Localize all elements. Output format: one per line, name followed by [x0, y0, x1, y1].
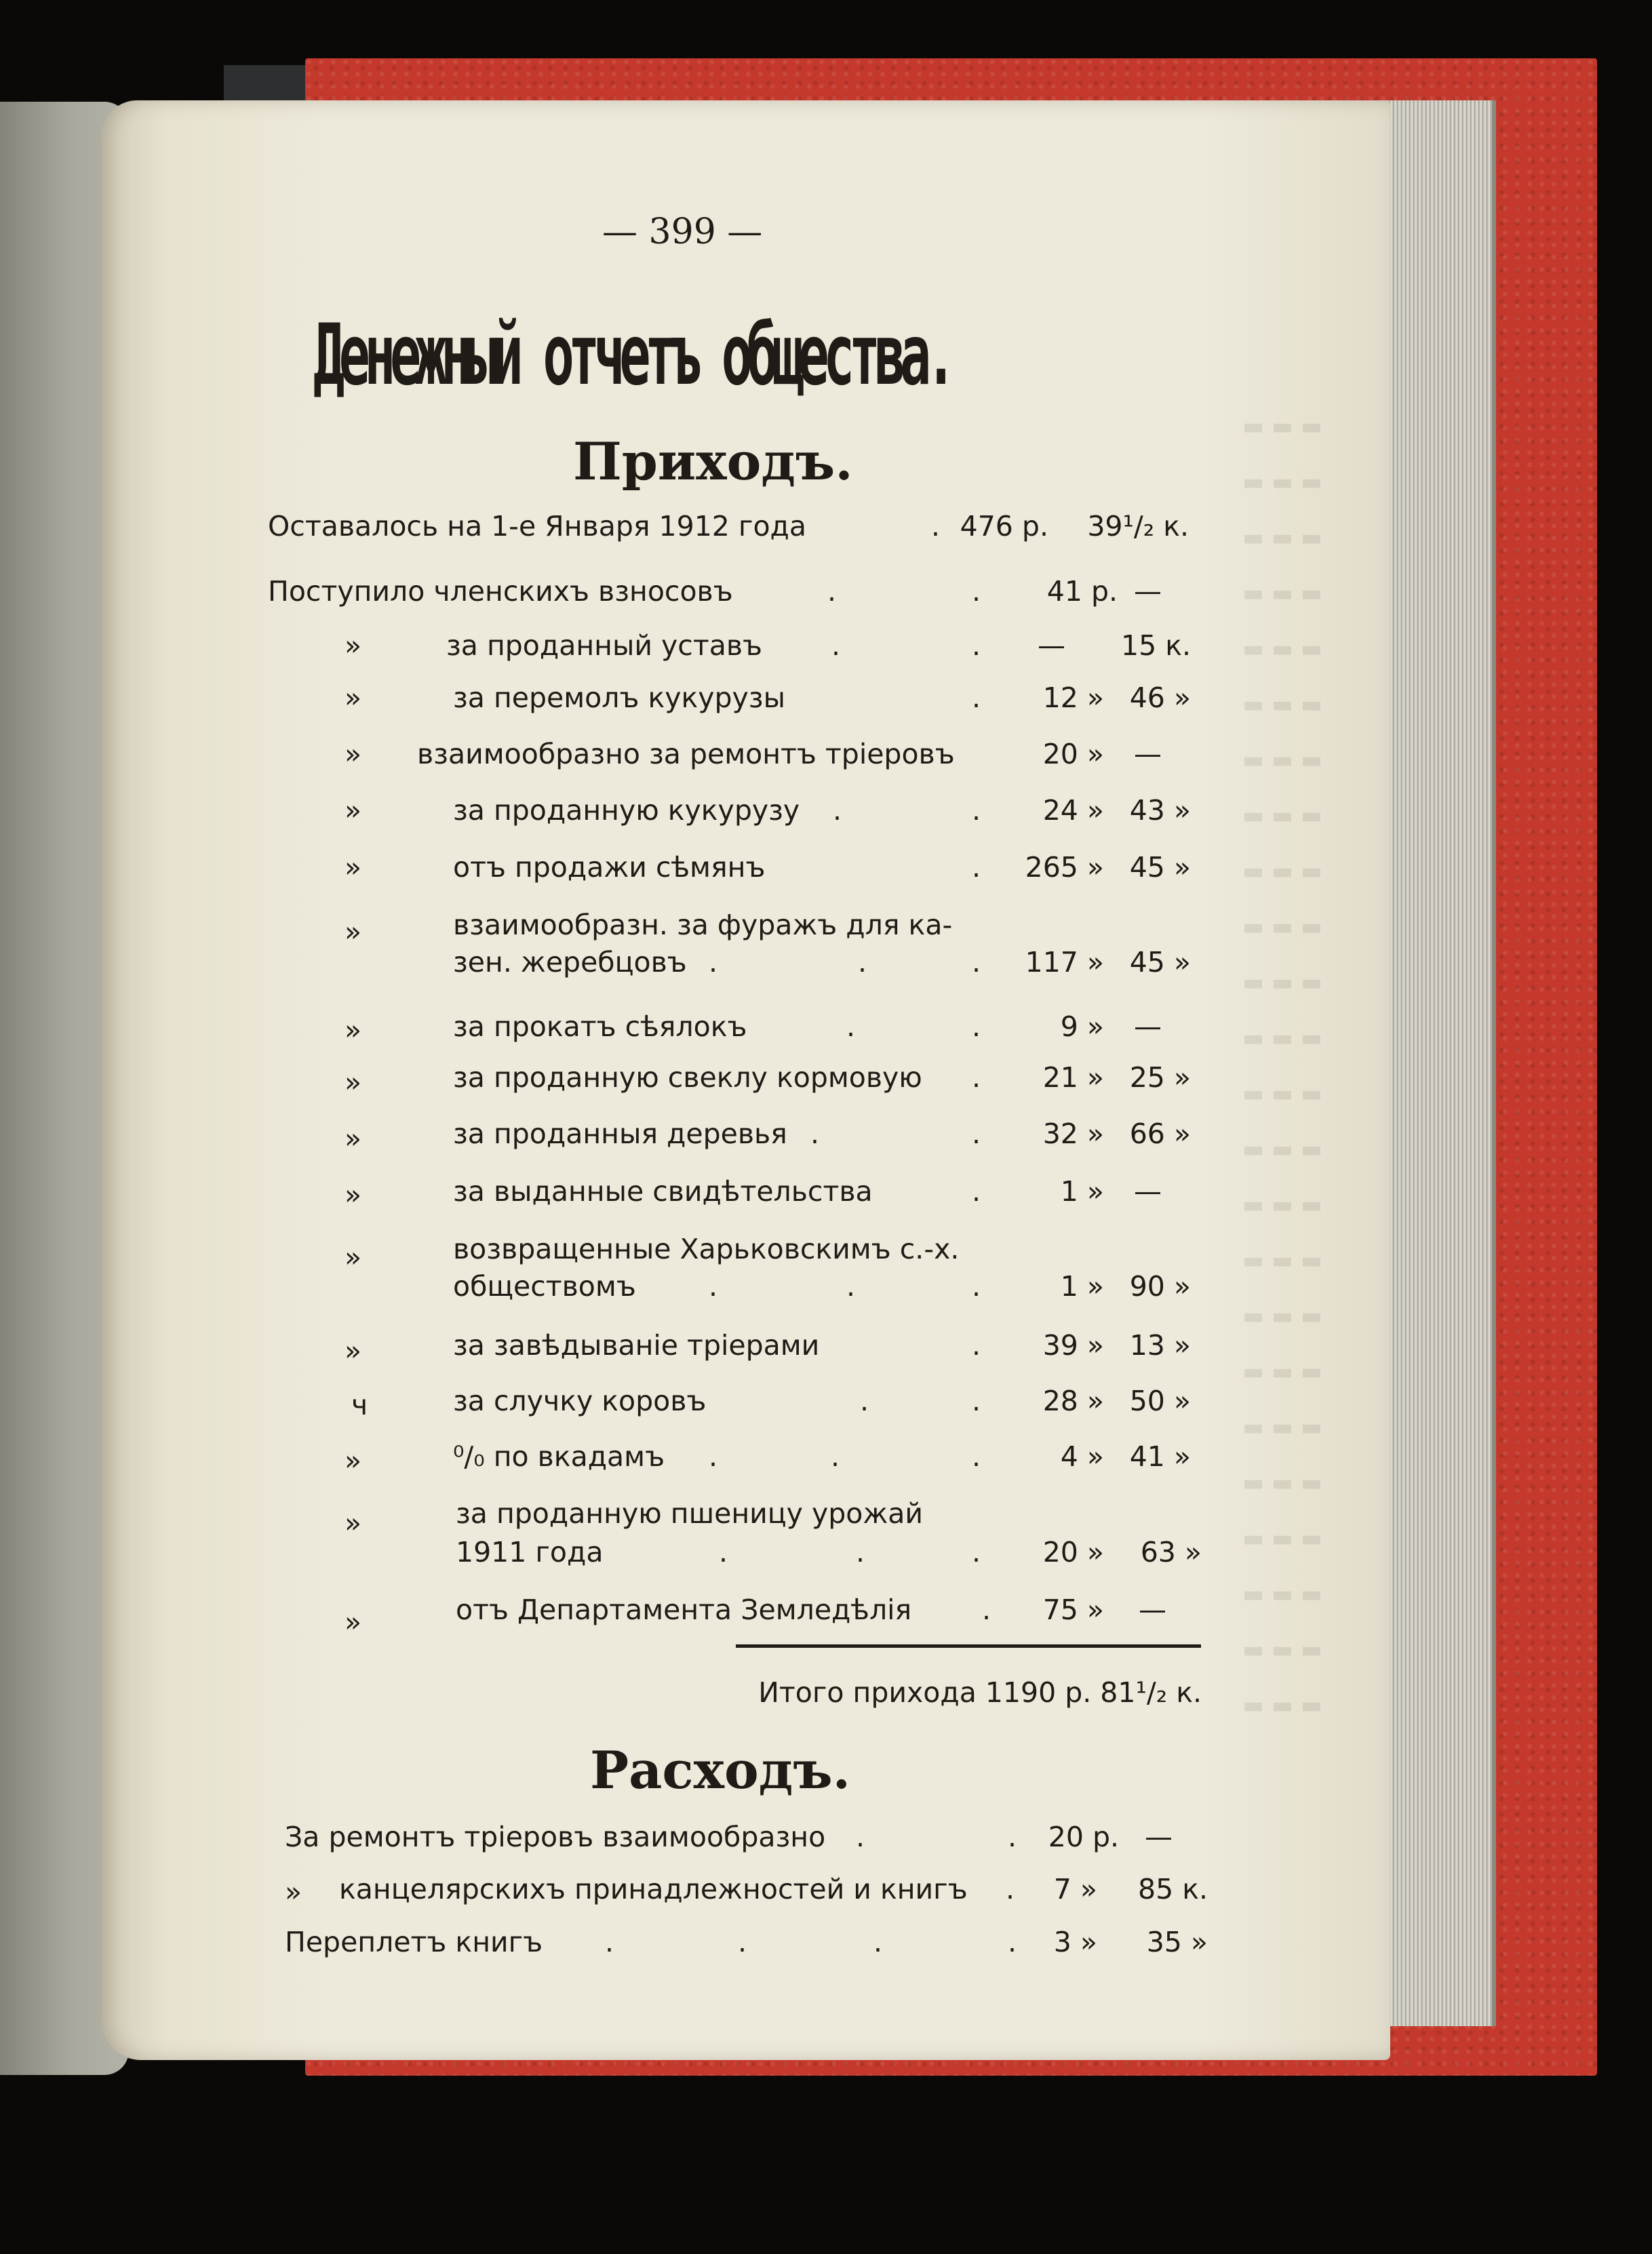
income-mark: »: [345, 1334, 362, 1367]
income-label: за перемолъ кукурузы: [453, 681, 785, 714]
income-rubles: 9 »: [1060, 1010, 1104, 1043]
leader-dot: .: [831, 1440, 840, 1473]
income-total: Итого прихода 1190 р. 81¹/₂ к.: [758, 1676, 1202, 1709]
income-rubles: 32 »: [1042, 1118, 1104, 1150]
income-rubles: 265 »: [1025, 851, 1104, 884]
income-mark: »: [345, 1014, 362, 1046]
leader-dot: .: [972, 1385, 981, 1417]
expense-label: За ремонтъ тріеровъ взаимообразно: [285, 1821, 826, 1853]
expense-kopecks: 85 к.: [1137, 1873, 1208, 1905]
expense-heading: Расходъ.: [590, 1740, 851, 1800]
leader-dot: .: [972, 1118, 981, 1150]
income-label: за проданную кукурузу: [453, 794, 800, 827]
income-label-continued: зен. жеребцовъ: [453, 946, 687, 978]
leader-dot: .: [972, 575, 981, 608]
income-rubles: 41 р.: [1046, 575, 1118, 608]
income-label: за выданные свидѣтельства: [453, 1175, 873, 1208]
leader-dot: .: [858, 946, 867, 978]
income-kopecks: 41 »: [1129, 1440, 1191, 1473]
income-rubles: 4 »: [1060, 1440, 1104, 1473]
income-rubles: —: [1038, 629, 1065, 662]
income-label-continued: 1911 года: [456, 1536, 604, 1568]
income-mark: »: [345, 1066, 362, 1099]
income-kopecks: —: [1139, 1594, 1166, 1626]
income-mark: »: [345, 851, 362, 884]
income-mark: »: [345, 1444, 362, 1477]
income-label: за проданную пшеницу урожай: [456, 1497, 924, 1530]
leader-dot: .: [846, 1010, 856, 1043]
leader-dot: .: [972, 946, 981, 978]
income-rubles: 1 »: [1060, 1175, 1104, 1208]
income-label: отъ Департамента Земледѣлія: [456, 1594, 912, 1626]
income-kopecks: 63 »: [1140, 1536, 1202, 1568]
income-kopecks: 43 »: [1129, 794, 1191, 827]
leader-dot: .: [972, 851, 981, 884]
income-label: за прокатъ сѣялокъ: [453, 1010, 747, 1043]
expense-kopecks: 35 »: [1146, 1926, 1208, 1958]
income-mark: »: [345, 1507, 362, 1539]
leader-dot: .: [972, 681, 981, 714]
income-mark: »: [345, 1122, 362, 1155]
income-kopecks: —: [1134, 738, 1162, 770]
income-mark: »: [345, 1241, 362, 1273]
leader-dot: .: [827, 575, 837, 608]
leader-dot: .: [1008, 1926, 1017, 1958]
leader-dot: .: [605, 1926, 614, 1958]
income-rubles: 28 »: [1042, 1385, 1104, 1417]
income-kopecks: 39¹/₂ к.: [1087, 510, 1189, 542]
income-kopecks: 13 »: [1129, 1329, 1191, 1362]
leader-dot: .: [709, 1270, 718, 1303]
expense-kopecks: —: [1145, 1821, 1173, 1853]
income-rubles: 24 »: [1042, 794, 1104, 827]
income-kopecks: 45 »: [1129, 946, 1191, 978]
leader-dot: .: [810, 1118, 820, 1150]
income-mark: »: [345, 915, 362, 948]
income-mark: »: [345, 738, 362, 770]
income-label-continued: обществомъ: [453, 1270, 636, 1303]
leader-dot: .: [719, 1536, 728, 1568]
income-mark: »: [345, 1179, 362, 1211]
leader-dot: .: [831, 629, 841, 662]
expense-label: канцелярскихъ принадлежностей и книгъ: [339, 1873, 968, 1905]
income-rubles: 21 »: [1042, 1061, 1104, 1094]
expense-mark: »: [285, 1876, 302, 1908]
leader-dot: .: [972, 1061, 981, 1094]
expense-label: Переплетъ книгъ: [285, 1926, 543, 1958]
leader-dot: .: [709, 946, 718, 978]
leader-dot: .: [738, 1926, 747, 1958]
leader-dot: .: [860, 1385, 869, 1417]
leader-dot: .: [972, 629, 981, 662]
leader-dot: .: [846, 1270, 856, 1303]
leader-dot: .: [931, 510, 941, 542]
expense-rubles: 7 »: [1053, 1873, 1097, 1905]
income-label: за проданный уставъ: [446, 629, 762, 662]
income-label: за проданныя деревья: [453, 1118, 787, 1150]
income-kopecks: 25 »: [1129, 1061, 1191, 1094]
income-label: Оставалось на 1-е Января 1912 года: [268, 510, 807, 542]
income-mark: »: [345, 629, 362, 662]
leader-dot: .: [972, 1329, 981, 1362]
leader-dot: .: [1006, 1873, 1015, 1905]
income-rubles: 75 »: [1042, 1594, 1104, 1626]
income-heading: Приходъ.: [573, 431, 853, 492]
income-rubles: 117 »: [1025, 946, 1104, 978]
leader-dot: .: [972, 794, 981, 827]
leader-dot: .: [972, 1440, 981, 1473]
leader-dot: .: [972, 1175, 981, 1208]
income-label: ⁰/₀ по вкадамъ: [453, 1440, 665, 1473]
income-mark: ч: [351, 1389, 368, 1421]
income-rubles: 20 »: [1042, 1536, 1104, 1568]
income-mark: »: [345, 794, 362, 827]
income-label: Поступило членскихъ взносовъ: [268, 575, 733, 608]
income-label: возвращенные Харьковскимъ с.-х.: [453, 1233, 960, 1265]
leader-dot: .: [972, 1010, 981, 1043]
leader-dot: .: [873, 1926, 883, 1958]
income-label: за проданную свеклу кормовую: [453, 1061, 922, 1094]
income-kopecks: 66 »: [1129, 1118, 1191, 1150]
leader-dot: .: [1008, 1821, 1017, 1853]
income-rubles: 476 р.: [960, 510, 1048, 542]
income-mark: »: [345, 1606, 362, 1638]
income-rubles: 20 »: [1042, 738, 1104, 770]
income-kopecks: 90 »: [1129, 1270, 1191, 1303]
income-rubles: 39 »: [1042, 1329, 1104, 1362]
total-rule: [736, 1644, 1201, 1648]
page-number: — 399 —: [602, 212, 763, 252]
income-label: за случку коровъ: [453, 1385, 707, 1417]
bleed-through-texture: ▬ ▬ ▬ ▬ ▬ ▬ ▬ ▬ ▬ ▬ ▬ ▬ ▬ ▬ ▬ ▬ ▬ ▬ ▬ ▬ ▬ ▬ ▬ ▬ ▬ ▬ ▬ ▬ ▬ ▬ ▬ ▬ ▬ ▬ ▬ ▬ ▬ ▬ ▬ ▬ ▬ ▬ ▬ ▬ ▬ ▬ ▬ ▬ ▬ ▬ ▬ ▬ ▬ ▬ ▬ ▬ ▬ ▬ ▬ ▬ ▬ ▬ ▬ ▬ ▬ ▬ ▬ ▬ ▬ ▬ ▬ ▬: [1242, 413, 1322, 1719]
income-kopecks: —: [1134, 1175, 1162, 1208]
income-kopecks: —: [1134, 575, 1162, 608]
income-kopecks: —: [1134, 1010, 1162, 1043]
income-label: за завѣдываніе тріерами: [453, 1329, 820, 1362]
leader-dot: .: [972, 1536, 981, 1568]
leader-dot: .: [856, 1536, 865, 1568]
expense-rubles: 3 »: [1053, 1926, 1097, 1958]
page-title: Денежный отчетъ общества.: [313, 307, 951, 404]
leader-dot: .: [833, 794, 842, 827]
leader-dot: .: [972, 1270, 981, 1303]
income-rubles: 1 »: [1060, 1270, 1104, 1303]
income-kopecks: 50 »: [1129, 1385, 1191, 1417]
leader-dot: .: [856, 1821, 865, 1853]
leader-dot: .: [709, 1440, 718, 1473]
income-mark: »: [345, 681, 362, 714]
income-label: взаимообразн. за фуражъ для ка-: [453, 909, 953, 941]
income-kopecks: 45 »: [1129, 851, 1191, 884]
income-label: отъ продажи сѣмянъ: [453, 851, 766, 884]
income-rubles: 12 »: [1042, 681, 1104, 714]
expense-rubles: 20 р.: [1048, 1821, 1119, 1853]
leader-dot: .: [982, 1594, 991, 1626]
income-kopecks: 15 к.: [1120, 629, 1191, 662]
income-kopecks: 46 »: [1129, 681, 1191, 714]
income-label: взаимообразно за ремонтъ тріеровъ: [417, 738, 955, 770]
